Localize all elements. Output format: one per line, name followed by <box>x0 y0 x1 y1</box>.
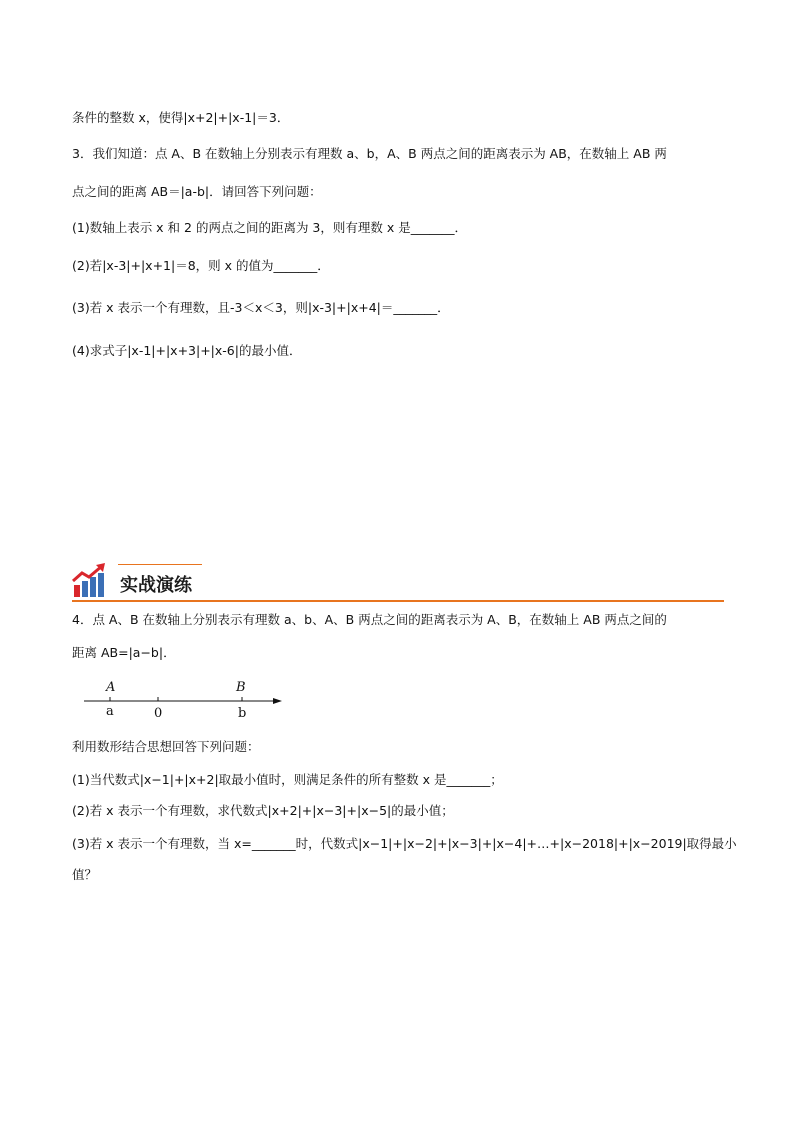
question-3-part-2: (2)若|x-3|+|x+1|＝8，则 x 的值为_______． <box>72 258 330 273</box>
point-a-label: A <box>106 680 116 695</box>
point-b-label: B <box>236 680 246 695</box>
text-line-1: 条件的整数 x，使得|x+2|+|x-1|＝3． <box>72 110 290 125</box>
question-4-intro-cont: 距离 AB=|a−b|． <box>72 645 176 660</box>
section-header <box>72 560 724 604</box>
tick-b-label: b <box>238 706 247 721</box>
bar-chart-arrow-icon <box>72 563 108 599</box>
question-3-intro: 3．我们知道：点 A、B 在数轴上分别表示有理数 a、b，A、B 两点之间的距离表示为 AB，在数轴上 AB 两 <box>72 146 667 161</box>
question-4-part-3-cont: 值？ <box>72 867 98 882</box>
question-3-part-3: (3)若 x 表示一个有理数，且-3＜x＜3，则|x-3|+|x+4|＝_______． <box>72 300 450 315</box>
question-4-instruction: 利用数形结合思想回答下列问题： <box>72 739 260 754</box>
section-top-rule <box>118 564 202 565</box>
number-line-figure <box>80 676 290 726</box>
section-title: 实战演练 <box>120 575 192 596</box>
question-3-intro-cont: 点之间的距离 AB＝|a-b|．请回答下列问题： <box>72 184 322 199</box>
question-4-part-2: (2)若 x 表示一个有理数，求代数式|x+2|+|x−3|+|x−5|的最小值； <box>72 803 454 818</box>
tick-a-label: a <box>106 704 114 719</box>
question-3-part-1: (1)数轴上表示 x 和 2 的两点之间的距离为 3，则有理数 x 是_______． <box>72 220 467 235</box>
question-3-part-4: (4)求式子|x-1|+|x+3|+|x-6|的最小值． <box>72 343 302 358</box>
question-4-part-3: (3)若 x 表示一个有理数，当 x=_______时，代数式|x−1|+|x−2|+|x−3|+|x−4|+…+|x−2018|+|x−2019|取得最小 <box>72 836 737 851</box>
question-4-intro: 4．点 A、B 在数轴上分别表示有理数 a、b、A、B 两点之间的距离表示为 A、B，在数轴上 AB 两点之间的 <box>72 612 667 627</box>
tick-zero-label: 0 <box>154 706 163 721</box>
section-bottom-rule <box>72 600 724 602</box>
question-4-part-1: (1)当代数式|x−1|+|x+2|取最小值时，则满足条件的所有整数 x 是_______； <box>72 772 503 787</box>
